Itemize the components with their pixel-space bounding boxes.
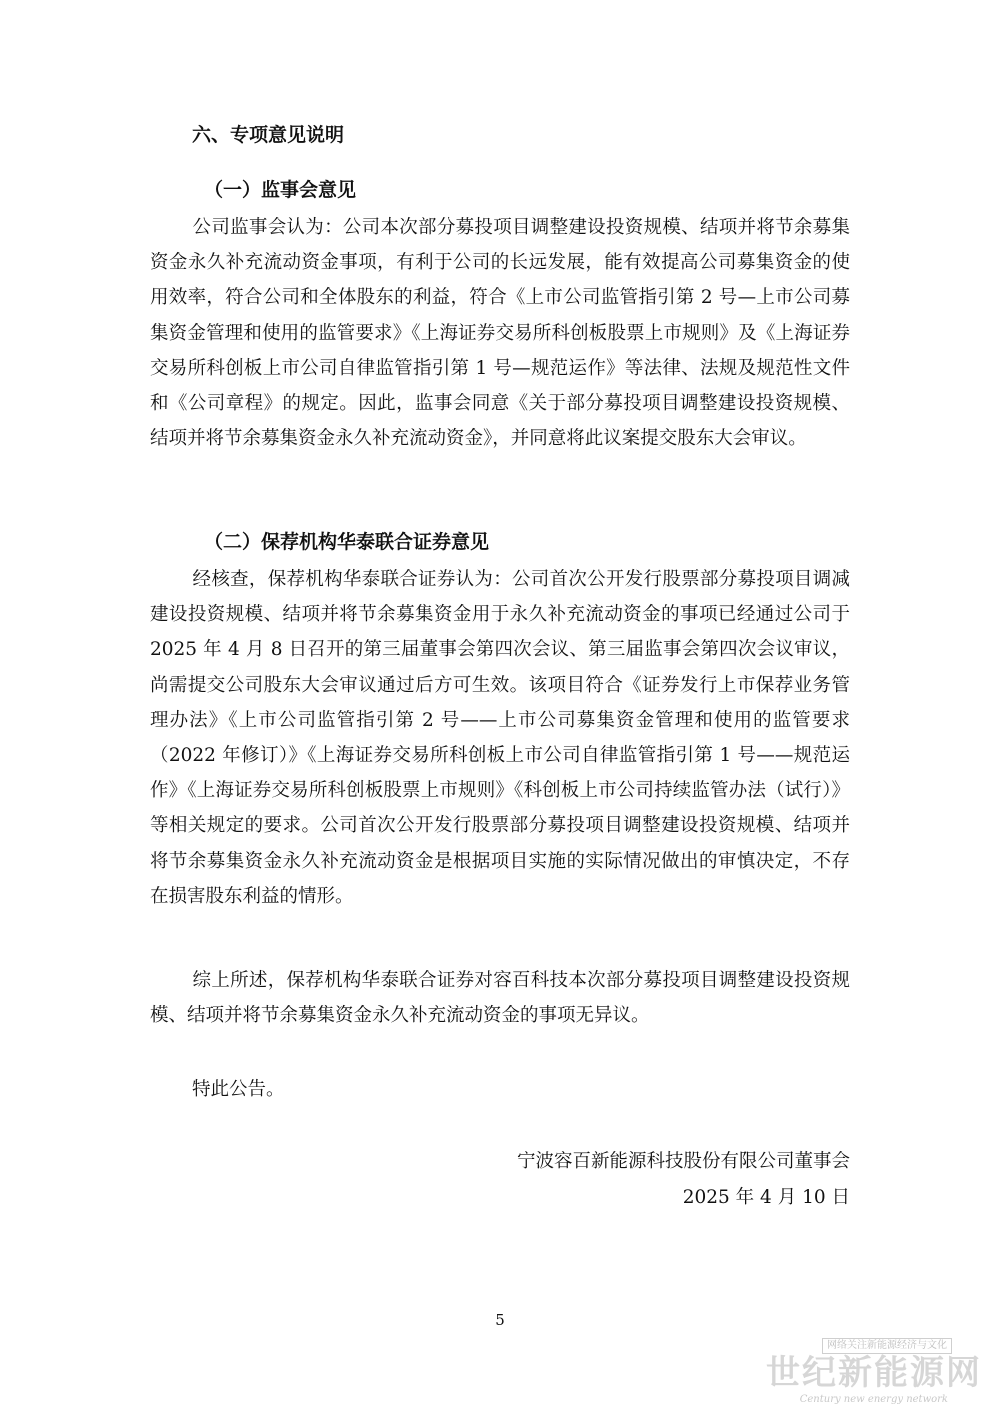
subsection-heading-sponsor-opinion: （二）保荐机构华泰联合证券意见 (204, 531, 490, 553)
watermark-english: Century new energy network (799, 1394, 948, 1405)
watermark-tagline: 网络关注新能源经济与文化 (822, 1338, 952, 1354)
subsection-heading-supervisory-board: （一）监事会意见 (204, 179, 357, 201)
paragraph-sponsor-verification: 经核查，保荐机构华泰联合证券认为：公司首次公开发行股票部分募投项目调减建设投资规模、结项并将节余募集资金用于永久补充流动资金的事项已经通过公司于 2025 年 4 月 8 日召开的第三届董事会第四次会议、第三届监事会第四次会议审议，尚需提交公司股东大会审议通过后方可生效。该项目符合《证券发行上市保荐业务管理办法》《上市公司监管指引第 2 号——上市公司募集资金管理和使用的监管要求（2022 年修订）》《上海证券交易所科创板上市公司自律监管指引第 1 号——规范运作》《上海证券交易所科创板股票上市规则》《科创板上市公司持续监管办法（试行）》等相关规定的要求。公司首次公开发行股票部分募投项目调整建设投资规模、结项并将节余募集资金永久补充流动资金是根据项目实施的实际情况做出的审慎决定，不存在损害股东利益的情形。 (150, 569, 850, 907)
paragraph-sponsor-conclusion: 综上所述，保荐机构华泰联合证券对容百科技本次部分募投项目调整建设投资规模、结项并将节余募集资金永久补充流动资金的事项无异议。 (150, 970, 850, 1027)
signature-company: 宁波容百新能源科技股份有限公司董事会 (516, 1151, 850, 1172)
page-number: 5 (495, 1311, 505, 1329)
section-heading: 六、专项意见说明 (192, 124, 345, 146)
watermark-brand: 世纪新能源网 (766, 1353, 982, 1393)
paragraph-supervisory-board-opinion: 公司监事会认为：公司本次部分募投项目调整建设投资规模、结项并将节余募集资金永久补充流动资金事项，有利于公司的长远发展，能有效提高公司募集资金的使用效率，符合公司和全体股东的利益，符合《上市公司监管指引第 2 号—上市公司募集资金管理和使用的监管要求》《上海证券交易所科创板股票上市规则》及《上海证券交易所科创板上市公司自律监管指引第 1 号—规范运作》等法律、法规及规范性文件和《公司章程》的规定。因此，监事会同意《关于部分募投项目调整建设投资规模、结项并将节余募集资金永久补充流动资金》，并同意将此议案提交股东大会审议。 (150, 217, 850, 450)
watermark-logo (742, 1338, 982, 1408)
closing-statement: 特此公告。 (192, 1079, 285, 1100)
signature-date: 2025 年 4 月 10 日 (682, 1187, 850, 1208)
